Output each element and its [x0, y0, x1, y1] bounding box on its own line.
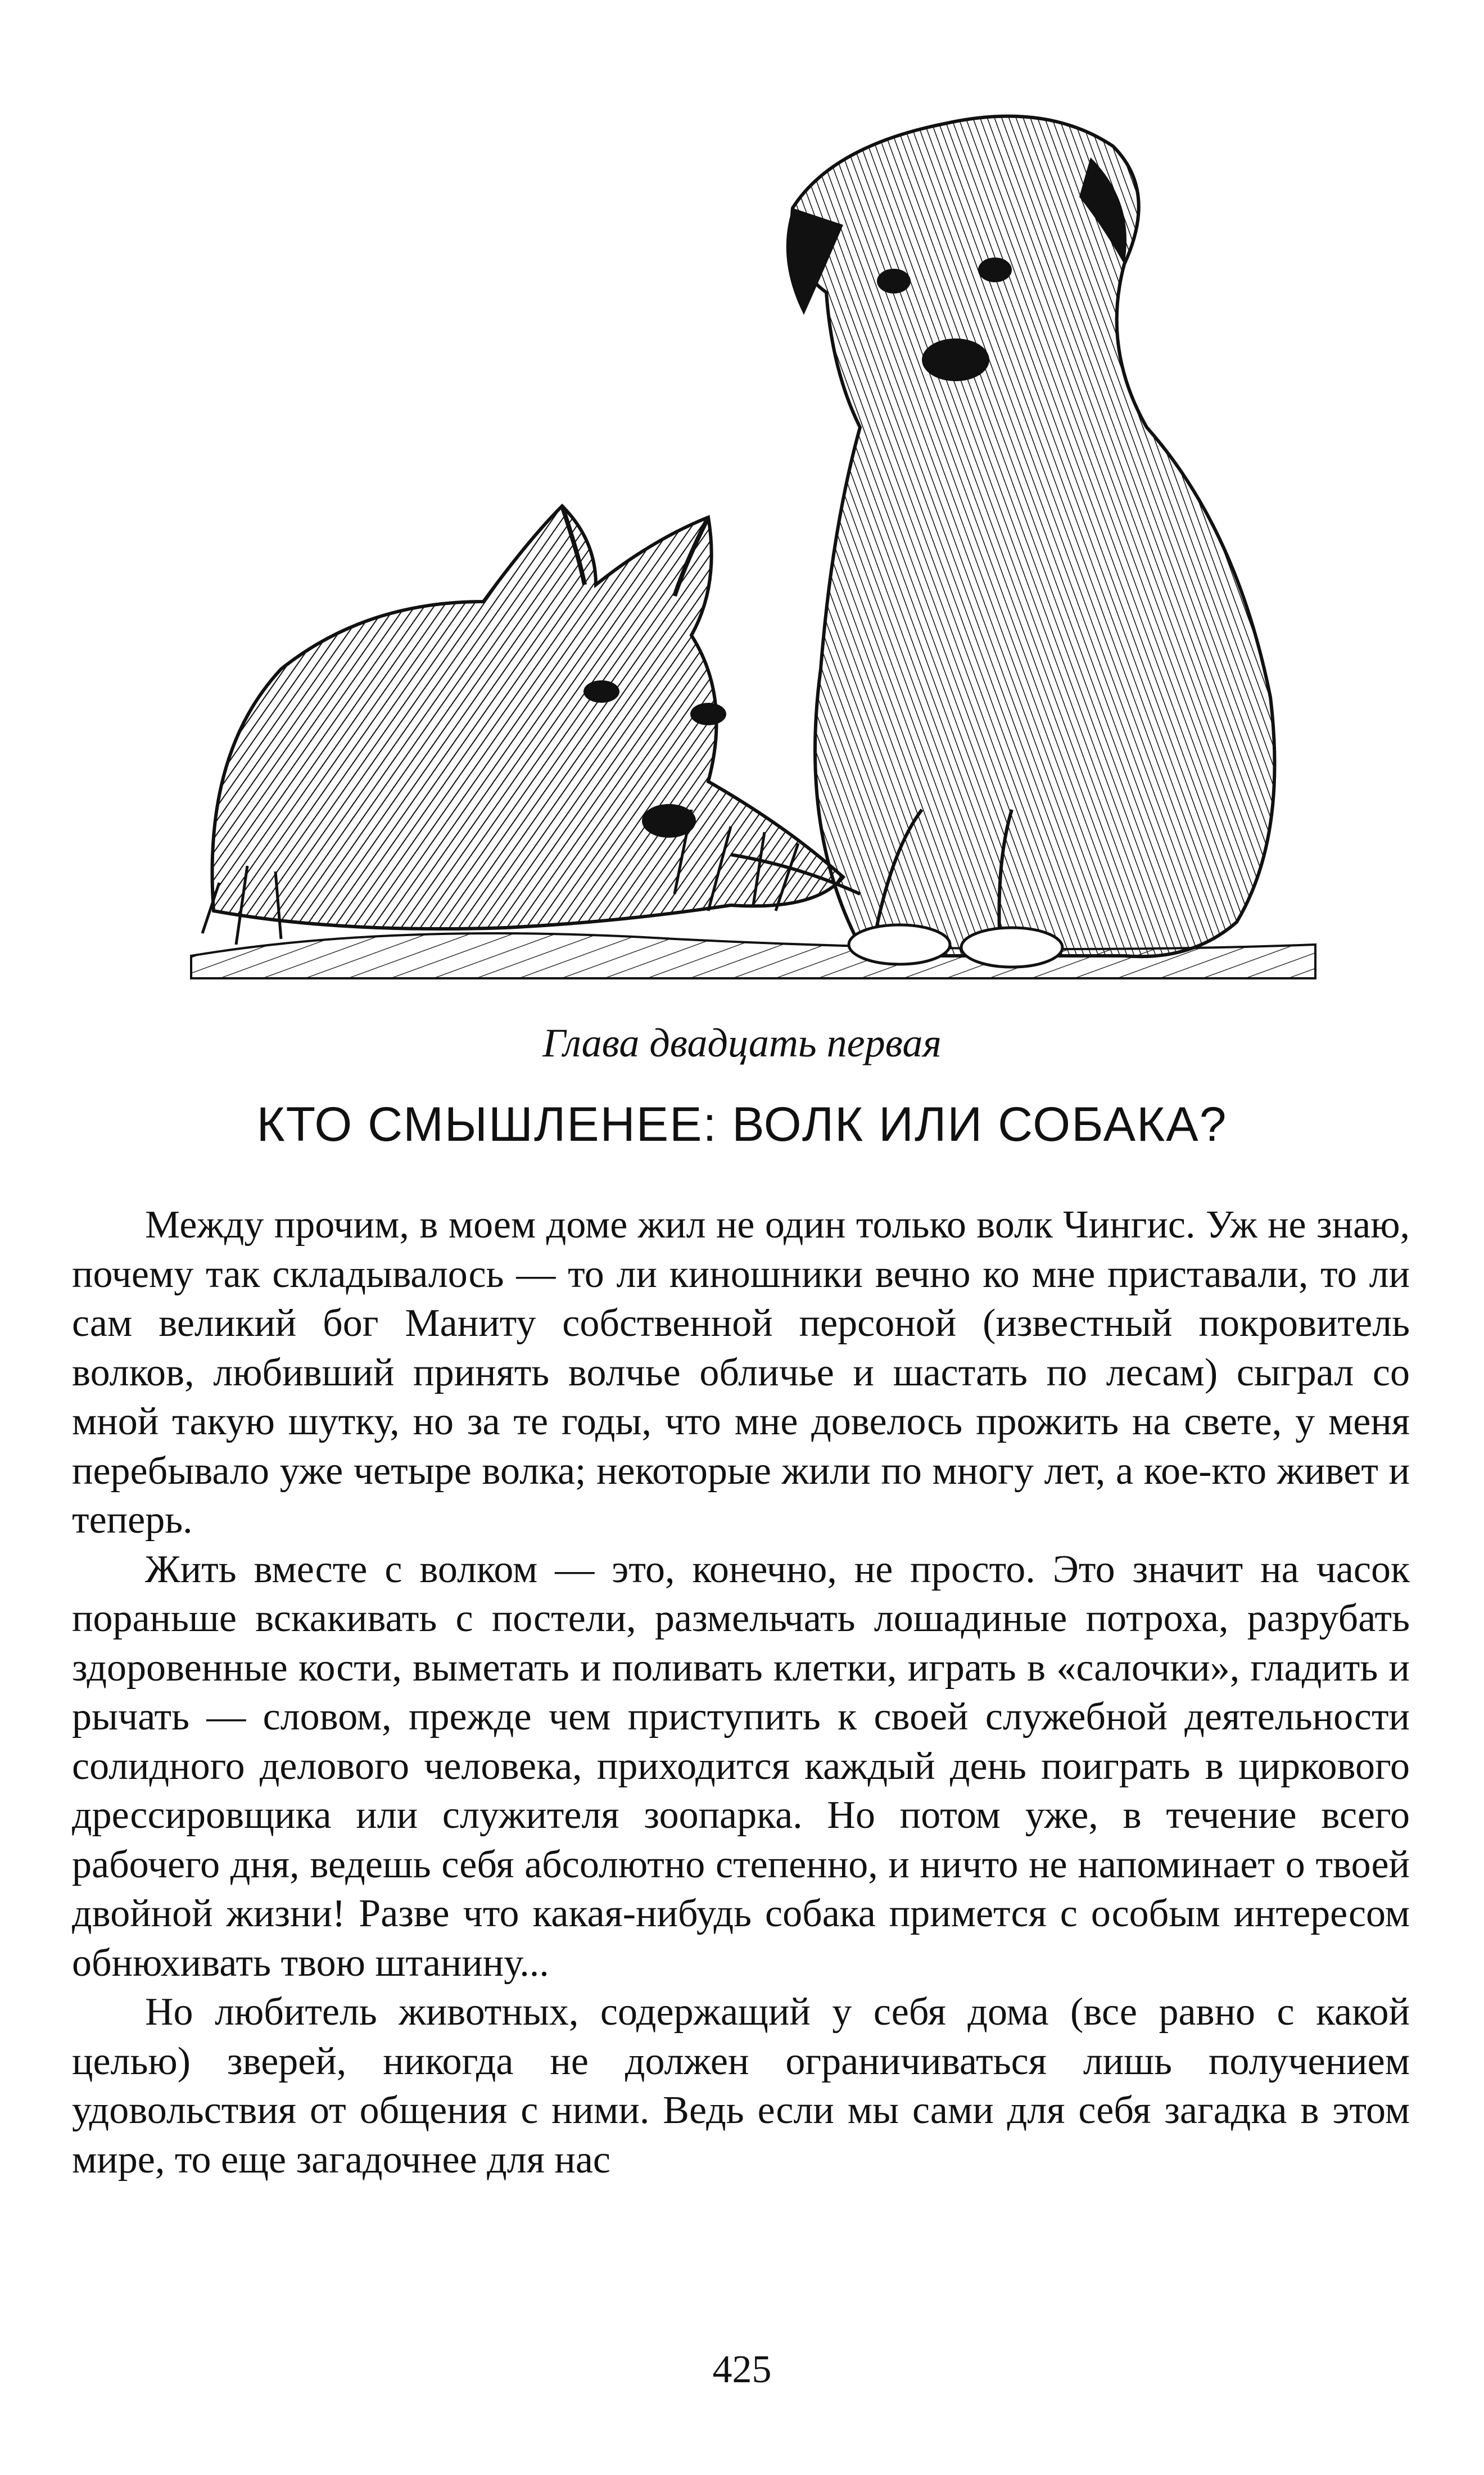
paragraph: Но любитель животных, содержащий у себя дома (все равно с какой целью) зверей, никогда не должен ограничиваться лишь получением удовольствия от общения с ними. Ведь если мы сами для себя загадка в этом мире, то еще загадочнее для нас: [72, 1990, 1410, 2182]
paragraph: Жить вместе с волком — это, конечно, не просто. Это значит на часок пораньше вскакивать с постели, размельчать лошадиные потроха, разрубать здоровенные кости, выметать и поливать клетки, играть в «салочки», гладить и рычать — словом, прежде чем приступить к своей служебной деятельности солидного делового человека, приходится каждый день поиграть в циркового дрессировщика или служителя зоопарка. Но потом уже, в течение всего рабочего дня, ведешь себя абсолютно степенно, и ничто не напоминает о твоей двойной жизни! Разве что какая-нибудь собака примется с особым интересом обнюхивать твою штанину...: [72, 1547, 1410, 1985]
chapter-title: КТО СМЫШЛЕНЕЕ: ВОЛК ИЛИ СОБАКА?: [256, 1098, 1228, 1151]
wolf-cub-and-puppy-illustration: [169, 79, 1327, 990]
page-number: 425: [712, 2348, 772, 2391]
chapter-number-label: Глава двадцать первая: [542, 1020, 942, 1065]
puppy-figure: [786, 116, 1275, 967]
paragraph: Между прочим, в моем доме жил не один только волк Чингис. Уж не знаю, почему так складывалось — то ли киношники вечно ко мне приставали, то ли сам великий бог Маниту собственной персоной (известный покровитель волков, любивший принять волчье обличье и шастать по лесам) сыграл со мной такую шутку, но за те годы, что мне довелось прожить на свете, у меня перебывало уже четыре волка; некоторые жили по многу лет, а кое-кто живет и теперь.: [72, 1203, 1410, 1542]
body-text: [72, 1200, 1410, 2184]
wolf-cub-figure: [212, 506, 861, 929]
illustration-drawing: [169, 79, 1327, 990]
